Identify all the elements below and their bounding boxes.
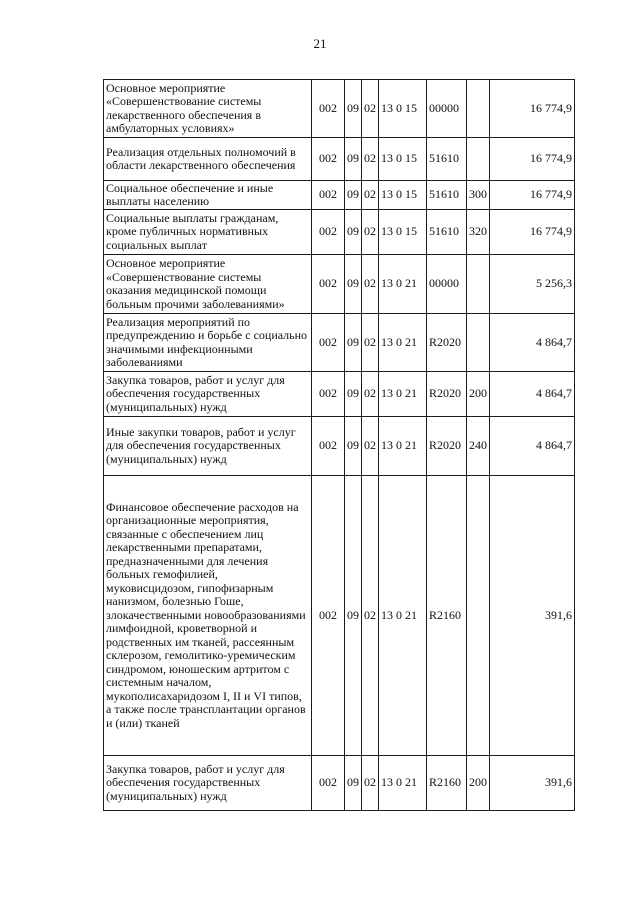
table-row <box>104 181 575 210</box>
row-program-code: 13 0 21 <box>379 255 427 314</box>
table-row <box>104 756 575 811</box>
row-section-code: 09 <box>345 255 362 314</box>
row-section-code: 09 <box>345 138 362 181</box>
row-program-code: 13 0 21 <box>379 314 427 372</box>
row-name: Социальные выплаты гражданам, кроме публичных нормативных социальных выплат <box>104 210 312 255</box>
table-row <box>104 314 575 372</box>
row-name: Закупка товаров, работ и услуг для обеспечения государственных (муниципальных) нужд <box>104 756 312 811</box>
row-amount: 391,6 <box>490 756 575 811</box>
row-expense-type-code <box>467 255 490 314</box>
row-subsection-code: 02 <box>362 476 379 756</box>
row-grbs-code: 002 <box>312 138 345 181</box>
row-subsection-code: 02 <box>362 417 379 476</box>
row-section-code: 09 <box>345 181 362 210</box>
row-expense-type-code: 240 <box>467 417 490 476</box>
row-subsection-code: 02 <box>362 138 379 181</box>
row-expense-type-code <box>467 80 490 138</box>
row-grbs-code: 002 <box>312 255 345 314</box>
row-direction-code: 00000 <box>427 80 467 138</box>
row-expense-type-code: 300 <box>467 181 490 210</box>
row-section-code: 09 <box>345 372 362 417</box>
row-expense-type-code: 200 <box>467 372 490 417</box>
row-name: Финансовое обеспечение расходов на организационные мероприятия, связанные с обеспечением лиц лекарственными препаратами, предназначенными для лечения больных гемофилией, муковисцидозом, гипофизарным нанизмом, болезнью Гоше, злокачественными новообразованиями лимфоидной, кроветворной и родственных им тканей, рассеянным склерозом, гемолитико-уремическим синдромом, юношеским артритом с системным началом, мукополисахаридозом I, II и VI типов, а также после трансплантации органов и (или) тканей <box>104 476 312 756</box>
row-section-code: 09 <box>345 476 362 756</box>
row-expense-type-code: 320 <box>467 210 490 255</box>
row-name: Реализация отдельных полномочий в области лекарственного обеспечения <box>104 138 312 181</box>
row-grbs-code: 002 <box>312 756 345 811</box>
row-expense-type-code <box>467 138 490 181</box>
row-program-code: 13 0 15 <box>379 138 427 181</box>
row-amount: 391,6 <box>490 476 575 756</box>
row-direction-code: R2160 <box>427 476 467 756</box>
row-direction-code: R2020 <box>427 314 467 372</box>
row-section-code: 09 <box>345 210 362 255</box>
row-name: Социальное обеспечение и иные выплаты населению <box>104 181 312 210</box>
row-amount: 4 864,7 <box>490 417 575 476</box>
row-direction-code: 51610 <box>427 181 467 210</box>
row-grbs-code: 002 <box>312 80 345 138</box>
row-name: Закупка товаров, работ и услуг для обеспечения государственных (муниципальных) нужд <box>104 372 312 417</box>
row-subsection-code: 02 <box>362 372 379 417</box>
row-program-code: 13 0 21 <box>379 372 427 417</box>
row-section-code: 09 <box>345 80 362 138</box>
row-grbs-code: 002 <box>312 372 345 417</box>
row-section-code: 09 <box>345 314 362 372</box>
row-amount: 16 774,9 <box>490 210 575 255</box>
row-amount: 4 864,7 <box>490 314 575 372</box>
table-row <box>104 138 575 181</box>
table-row <box>104 417 575 476</box>
row-amount: 16 774,9 <box>490 138 575 181</box>
row-direction-code: 00000 <box>427 255 467 314</box>
row-expense-type-code <box>467 476 490 756</box>
row-name: Основное мероприятие «Совершенствование системы оказания медицинской помощи больным прочими заболеваниями» <box>104 255 312 314</box>
row-name: Иные закупки товаров, работ и услуг для обеспечения государственных (муниципальных) нужд <box>104 417 312 476</box>
row-grbs-code: 002 <box>312 314 345 372</box>
row-grbs-code: 002 <box>312 181 345 210</box>
row-grbs-code: 002 <box>312 476 345 756</box>
row-section-code: 09 <box>345 417 362 476</box>
row-amount: 16 774,9 <box>490 80 575 138</box>
row-program-code: 13 0 21 <box>379 476 427 756</box>
budget-table <box>103 79 575 811</box>
row-amount: 16 774,9 <box>490 181 575 210</box>
row-program-code: 13 0 15 <box>379 80 427 138</box>
row-expense-type-code: 200 <box>467 756 490 811</box>
row-subsection-code: 02 <box>362 181 379 210</box>
row-program-code: 13 0 21 <box>379 756 427 811</box>
table-row <box>104 210 575 255</box>
table-row <box>104 255 575 314</box>
table-row <box>104 476 575 756</box>
row-name: Реализация мероприятий по предупреждению и борьбе с социально значимыми инфекционными заболеваниями <box>104 314 312 372</box>
row-name: Основное мероприятие «Совершенствование системы лекарственного обеспечения в амбулаторных условиях» <box>104 80 312 138</box>
row-section-code: 09 <box>345 756 362 811</box>
row-grbs-code: 002 <box>312 210 345 255</box>
table-row <box>104 372 575 417</box>
row-expense-type-code <box>467 314 490 372</box>
row-subsection-code: 02 <box>362 80 379 138</box>
row-subsection-code: 02 <box>362 756 379 811</box>
row-program-code: 13 0 15 <box>379 210 427 255</box>
row-subsection-code: 02 <box>362 255 379 314</box>
table-row <box>104 80 575 138</box>
row-subsection-code: 02 <box>362 314 379 372</box>
row-direction-code: 51610 <box>427 138 467 181</box>
row-amount: 4 864,7 <box>490 372 575 417</box>
row-direction-code: R2020 <box>427 372 467 417</box>
row-amount: 5 256,3 <box>490 255 575 314</box>
row-program-code: 13 0 21 <box>379 417 427 476</box>
page-number: 21 <box>313 36 327 51</box>
row-direction-code: R2160 <box>427 756 467 811</box>
row-direction-code: R2020 <box>427 417 467 476</box>
row-program-code: 13 0 15 <box>379 181 427 210</box>
row-direction-code: 51610 <box>427 210 467 255</box>
row-subsection-code: 02 <box>362 210 379 255</box>
row-grbs-code: 002 <box>312 417 345 476</box>
